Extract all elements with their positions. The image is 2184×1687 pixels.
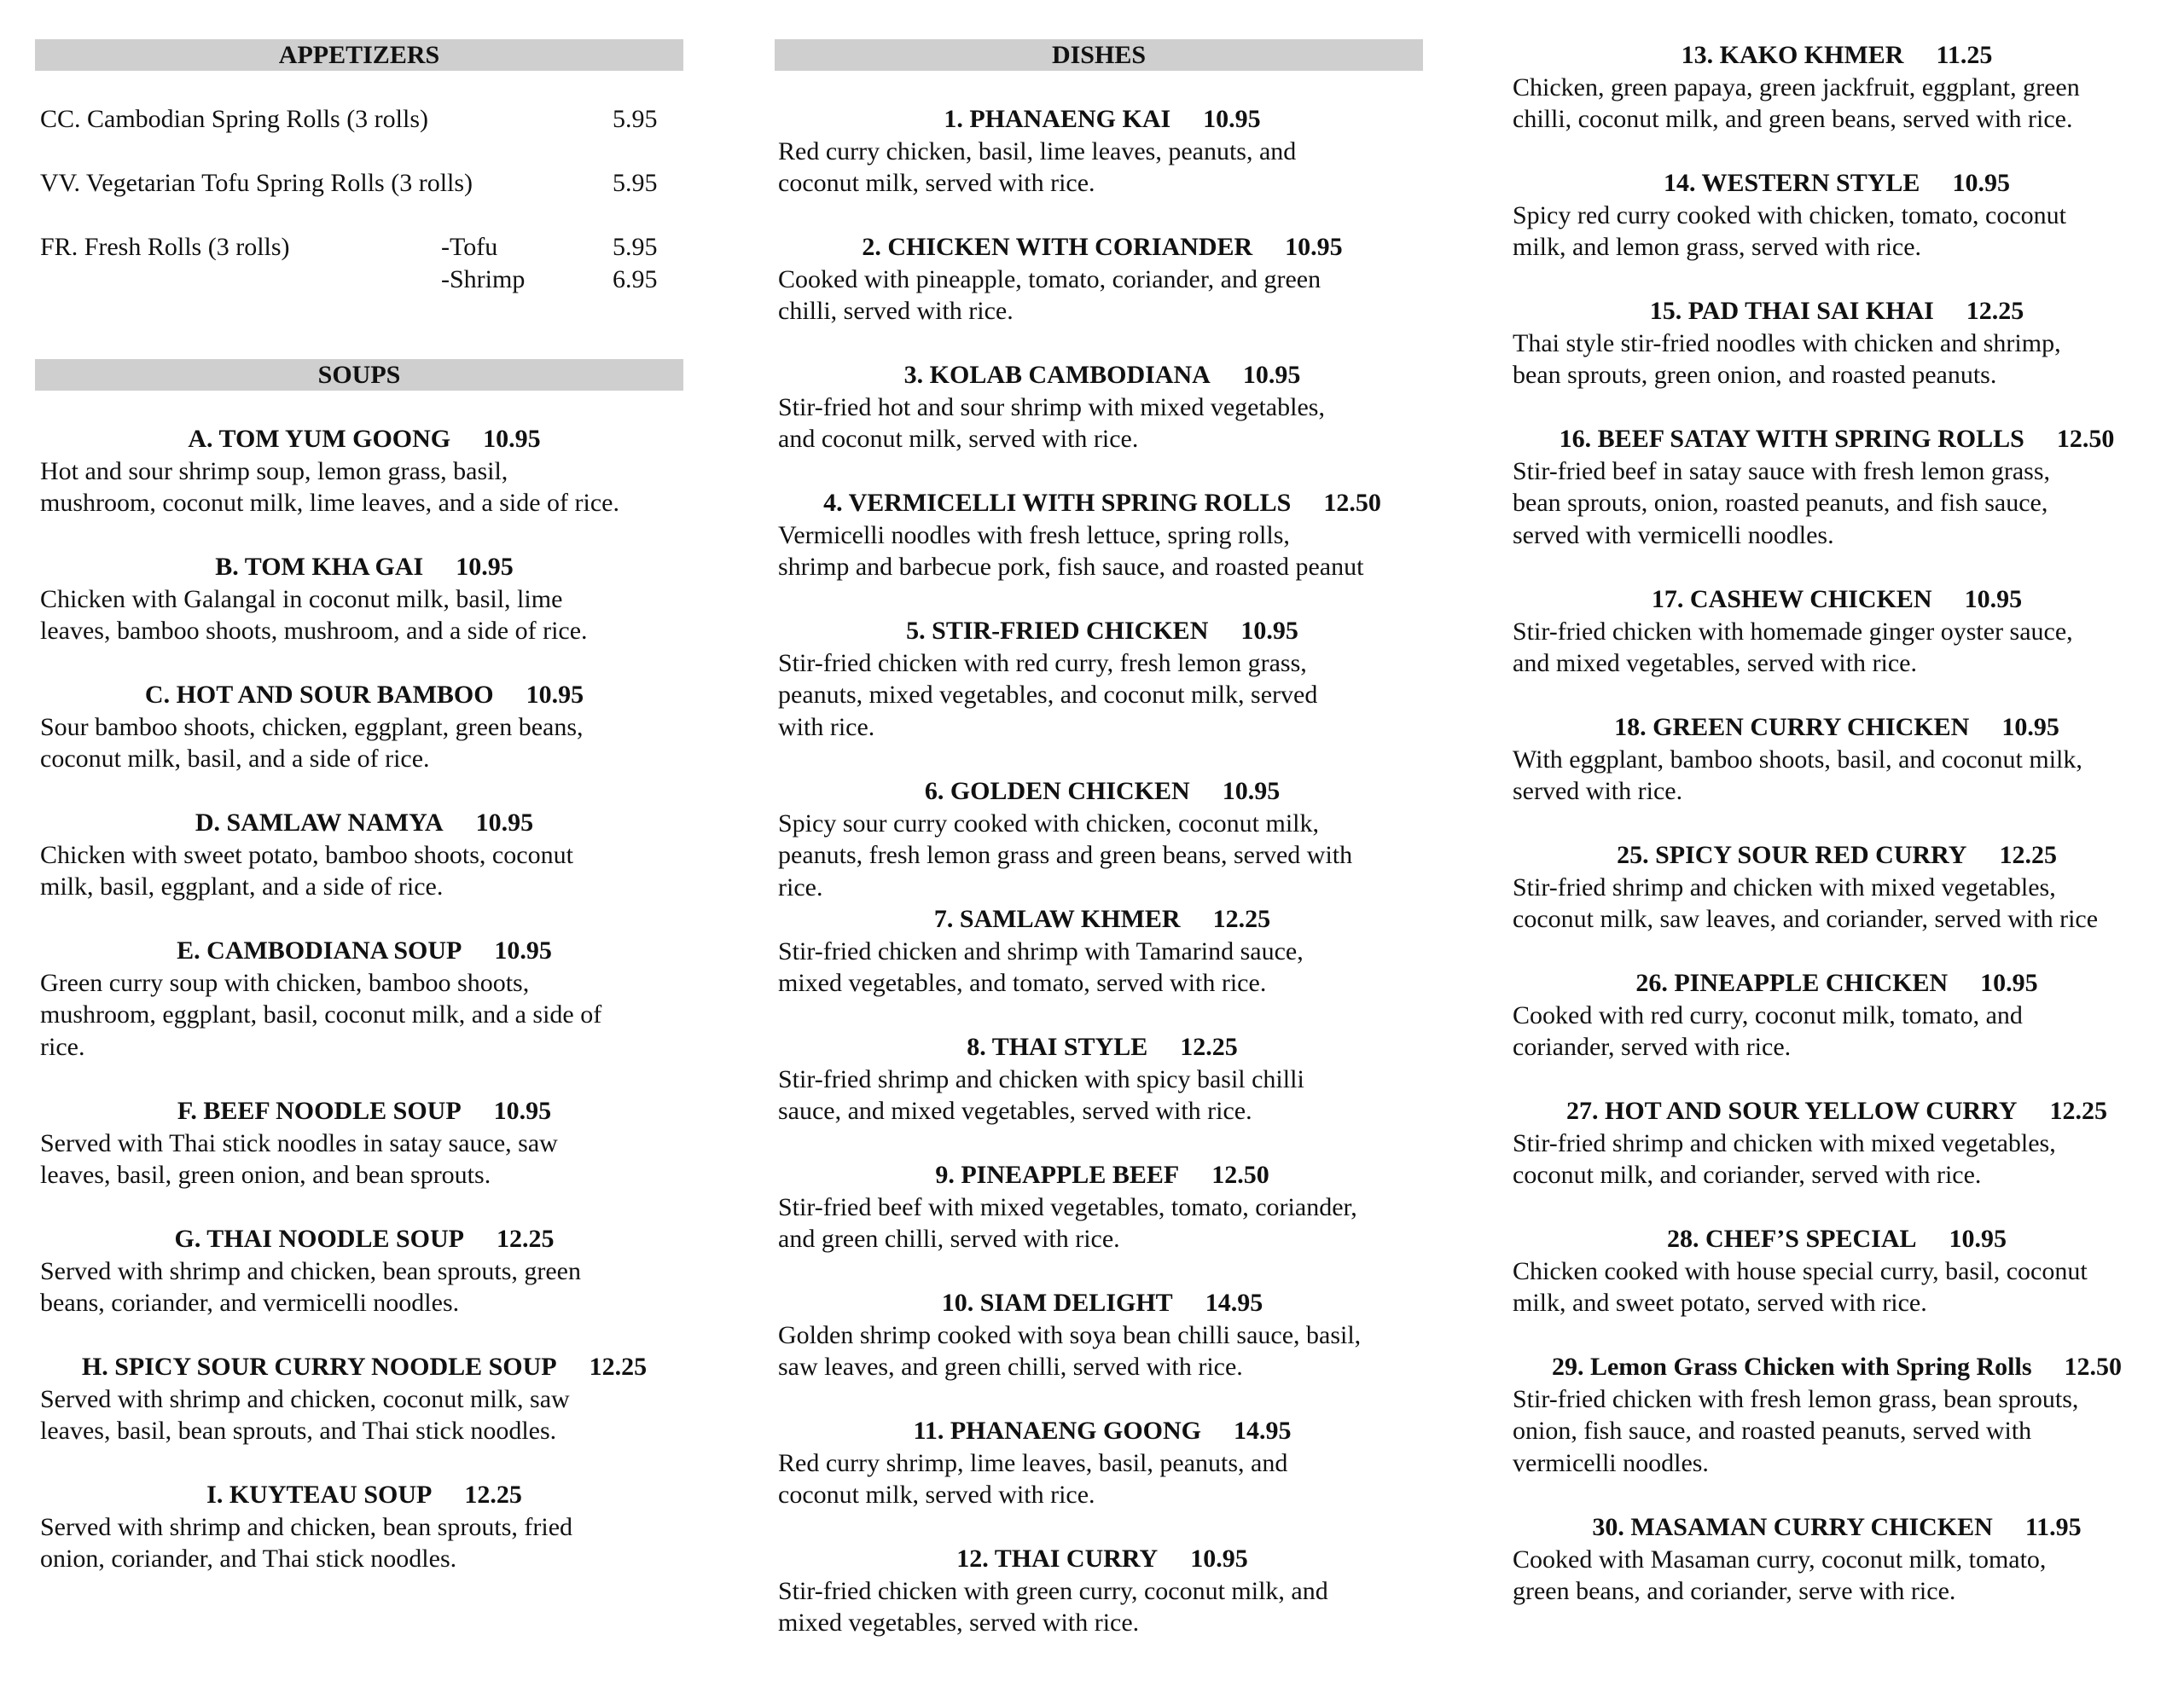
menu-item-title: [40, 551, 688, 583]
appetizer-name: VV. Vegetarian Tofu Spring Rolls (3 rolls): [40, 169, 473, 197]
menu-item-price: 11.95: [2024, 1513, 2082, 1541]
menu-item: [1513, 1095, 2161, 1191]
menu-item-name: 12. THAI CURRY: [956, 1545, 1159, 1573]
menu-item-name: 30. MASAMAN CURRY CHICKEN: [1592, 1513, 1993, 1541]
appetizer-price: 5.95: [613, 233, 658, 261]
menu-item-name: 16. BEEF SATAY WITH SPRING ROLLS: [1559, 425, 2024, 453]
menu-item-description: Green curry soup with chicken, bamboo shoots, mushroom, eggplant, basil, coconut milk, and a side of rice.: [40, 968, 602, 1061]
menu-item: [1513, 167, 2161, 264]
menu-item-description: Cooked with pineapple, tomato, coriander, and green chilli, served with rice.: [778, 264, 1321, 325]
appetizers-heading: APPETIZERS: [35, 39, 683, 71]
menu-item-name: 25. SPICY SOUR RED CURRY: [1617, 841, 1967, 869]
menu-item: [1513, 839, 2161, 936]
menu-item-price: 12.25: [2049, 1097, 2107, 1125]
menu-item-title: [40, 935, 688, 967]
menu-item-title: [778, 1287, 1426, 1319]
menu-item-description: Vermicelli noodles with fresh lettuce, spring rolls, shrimp and barbecue pork, fish sauce, and roasted peanut: [778, 520, 1364, 581]
menu-item-name: 26. PINEAPPLE CHICKEN: [1635, 969, 1949, 997]
appetizer-item: [40, 231, 680, 264]
menu-item-title: [40, 1479, 688, 1511]
menu-item-title: [1513, 967, 2161, 1000]
menu-item: [778, 359, 1426, 455]
menu-item-description: Stir-fried shrimp and chicken with spicy basil chilli sauce, and mixed vegetables, served with rice.: [778, 1064, 1304, 1125]
menu-item-name: 4. VERMICELLI WITH SPRING ROLLS: [823, 489, 1292, 517]
menu-item-title: [1513, 39, 2161, 72]
appetizer-price: 6.95: [613, 265, 658, 293]
menu-item-price: 14.95: [1234, 1417, 1292, 1445]
menu-item-title: [1513, 295, 2161, 328]
appetizer-name: FR. Fresh Rolls (3 rolls): [40, 233, 290, 261]
menu-item-price: 10.95: [526, 681, 584, 709]
menu-item-name: 2. CHICKEN WITH CORIANDER: [862, 233, 1253, 261]
menu-item-name: 13. KAKO KHMER: [1681, 41, 1904, 69]
menu-item-title: [778, 103, 1426, 136]
menu-item-title: [778, 1031, 1426, 1064]
menu-item-price: 10.95: [494, 936, 552, 965]
menu-item-price: 10.95: [493, 1097, 552, 1125]
menu-item-name: 7. SAMLAW KHMER: [933, 905, 1181, 933]
appetizer-price: 5.95: [613, 105, 658, 133]
menu-item-price: 10.95: [2001, 713, 2059, 741]
menu-item: [40, 1479, 688, 1575]
menu-item-name: 3. KOLAB CAMBODIANA: [903, 361, 1211, 389]
menu-item-description: Chicken cooked with house special curry, basil, coconut milk, and sweet potato, served with rice.: [1513, 1256, 2088, 1317]
menu-item: [1513, 295, 2161, 391]
menu-item-price: 10.95: [1964, 585, 2023, 613]
dishes-heading: DISHES: [775, 39, 1423, 71]
menu-item: [40, 551, 688, 647]
menu-item: [778, 1159, 1426, 1255]
appetizer-item-variant: [40, 264, 680, 296]
menu-item-name: D. SAMLAW NAMYA: [195, 809, 444, 837]
menu-item-price: 10.95: [1242, 361, 1301, 389]
menu-item-title: [778, 359, 1426, 391]
menu-item: [1513, 711, 2161, 808]
menu-item-description: Cooked with Masaman curry, coconut milk, tomato, green beans, and coriander, serve with rice.: [1513, 1545, 2047, 1605]
menu-item-name: F. BEEF NOODLE SOUP: [177, 1097, 462, 1125]
menu-item-description: Served with shrimp and chicken, coconut milk, saw leaves, basil, bean sprouts, and Thai stick noodles.: [40, 1384, 570, 1445]
menu-item-name: 9. PINEAPPLE BEEF: [935, 1161, 1180, 1189]
menu-item-description: Red curry chicken, basil, lime leaves, peanuts, and coconut milk, served with rice.: [778, 136, 1297, 197]
menu-item-description: Chicken with sweet potato, bamboo shoots, coconut milk, basil, eggplant, and a side of rice.: [40, 840, 573, 901]
menu-item-description: Stir-fried shrimp and chicken with mixed vegetables, coconut milk, saw leaves, and coriander, served with rice: [1513, 872, 2099, 933]
menu-item-name: G. THAI NOODLE SOUP: [174, 1225, 464, 1253]
menu-item-price: 10.95: [1190, 1545, 1248, 1573]
menu-item-description: Red curry shrimp, lime leaves, basil, peanuts, and coconut milk, served with rice.: [778, 1448, 1288, 1509]
menu-item-name: 17. CASHEW CHICKEN: [1651, 585, 1932, 613]
menu-item: [778, 1543, 1426, 1639]
menu-item-title: [40, 1223, 688, 1255]
menu-item-title: [778, 615, 1426, 647]
menu-item-description: Stir-fried beef in satay sauce with fresh lemon grass, bean sprouts, onion, roasted peanuts, and fish sauce, served with vermicelli noodles.: [1513, 456, 2051, 549]
menu-item-price: 10.95: [1952, 169, 2010, 197]
menu-item-title: [1513, 1511, 2161, 1544]
menu-item: [778, 231, 1426, 328]
menu-item-description: Hot and sour shrimp soup, lemon grass, basil, mushroom, coconut milk, lime leaves, and a side of rice.: [40, 456, 619, 517]
menu-item: [40, 679, 688, 775]
menu-item-price: 10.95: [456, 553, 514, 581]
menu-item-name: 1. PHANAENG KAI: [944, 105, 1171, 133]
menu-item-description: Chicken with Galangal in coconut milk, basil, lime leaves, bamboo shoots, mushroom, and a side of rice.: [40, 584, 588, 645]
menu-item-title: [1513, 167, 2161, 200]
menu-item-price: 12.25: [1999, 841, 2057, 869]
menu-item-name: 15. PAD THAI SAI KHAI: [1649, 297, 1934, 325]
appetizer-option: -Shrimp: [441, 265, 526, 293]
appetizer-item: [40, 103, 680, 136]
menu-item-price: 10.95: [475, 809, 534, 837]
menu-item-title: [778, 775, 1426, 808]
menu-item-title: [40, 679, 688, 711]
menu-item-price: 12.50: [2056, 425, 2115, 453]
menu-item-price: 12.50: [1323, 489, 1381, 517]
menu-item: [40, 423, 688, 519]
menu-item: [778, 903, 1426, 1000]
menu-item-price: 12.25: [464, 1481, 522, 1509]
menu-item: [778, 487, 1426, 583]
menu-item-name: I. KUYTEAU SOUP: [206, 1481, 433, 1509]
menu-item-title: [1513, 583, 2161, 616]
menu-item-price: 12.50: [1211, 1161, 1269, 1189]
menu-item-name: 18. GREEN CURRY CHICKEN: [1614, 713, 1970, 741]
menu-item: [40, 1095, 688, 1191]
menu-item-title: [40, 1351, 688, 1383]
menu-item-price: 10.95: [1222, 777, 1281, 805]
menu-item-price: 10.95: [483, 425, 541, 453]
menu-item: [1513, 39, 2161, 136]
menu-item: [40, 1351, 688, 1447]
menu-item-description: Golden shrimp cooked with soya bean chilli sauce, basil, saw leaves, and green chilli, served with rice.: [778, 1320, 1362, 1381]
menu-item-name: B. TOM KHA GAI: [215, 553, 424, 581]
menu-item: [778, 1287, 1426, 1383]
menu-item-name: A. TOM YUM GOONG: [188, 425, 451, 453]
appetizer-price: 5.95: [613, 169, 658, 197]
menu-item-description: Stir-fried chicken and shrimp with Tamarind sauce, mixed vegetables, and tomato, served with rice.: [778, 936, 1304, 997]
menu-item-price: 10.95: [1203, 105, 1261, 133]
menu-item-title: [1513, 711, 2161, 744]
menu-item-description: Served with Thai stick noodles in satay sauce, saw leaves, basil, green onion, and bean sprouts.: [40, 1128, 558, 1189]
menu-item-price: 10.95: [1949, 1225, 2007, 1253]
menu-item: [778, 1031, 1426, 1128]
menu-item-title: [778, 487, 1426, 519]
menu-item-price: 12.25: [1966, 297, 2024, 325]
appetizer-name: CC. Cambodian Spring Rolls (3 rolls): [40, 105, 429, 133]
menu-item: [40, 935, 688, 1063]
menu-item-title: [778, 231, 1426, 264]
menu-item-title: [778, 1159, 1426, 1191]
menu-item-title: [1513, 839, 2161, 872]
menu-item: [1513, 1351, 2161, 1479]
menu-item-title: [1513, 423, 2161, 455]
menu-item-title: [778, 1543, 1426, 1575]
menu-item-description: Cooked with red curry, coconut milk, tomato, and coriander, served with rice.: [1513, 1000, 2023, 1061]
menu-item: [778, 775, 1426, 903]
menu-item-name: C. HOT AND SOUR BAMBOO: [144, 681, 494, 709]
menu-item: [40, 807, 688, 903]
menu-item-title: [778, 903, 1426, 936]
menu-item-title: [1513, 1351, 2161, 1383]
menu-item: [778, 1415, 1426, 1511]
menu-item: [1513, 583, 2161, 680]
menu-item-description: Spicy red curry cooked with chicken, tomato, coconut milk, and lemon grass, served with rice.: [1513, 200, 2066, 261]
menu-item-name: 6. GOLDEN CHICKEN: [924, 777, 1190, 805]
menu-item-description: Stir-fried beef with mixed vegetables, tomato, coriander, and green chilli, served with rice.: [778, 1192, 1357, 1253]
menu-item: [778, 615, 1426, 743]
menu-item-description: Served with shrimp and chicken, bean sprouts, green beans, coriander, and vermicelli noodles.: [40, 1256, 581, 1317]
menu-item-description: Spicy sour curry cooked with chicken, coconut milk, peanuts, fresh lemon grass and green beans, served with rice.: [778, 809, 1353, 901]
appetizer-item: [40, 167, 680, 200]
menu-item-description: Stir-fried chicken with green curry, coconut milk, and mixed vegetables, served with rice.: [778, 1576, 1328, 1637]
menu-item-price: 12.25: [1212, 905, 1271, 933]
menu-item-price: 10.95: [1285, 233, 1343, 261]
menu-item-title: [40, 1095, 688, 1128]
menu-item-name: 8. THAI STYLE: [967, 1033, 1148, 1061]
menu-item-title: [778, 1415, 1426, 1447]
menu-item-description: Stir-fried hot and sour shrimp with mixed vegetables, and coconut milk, served with rice.: [778, 392, 1325, 453]
menu-item-price: 12.25: [497, 1225, 555, 1253]
menu-item-name: 10. SIAM DELIGHT: [941, 1289, 1173, 1317]
menu-item-price: 14.95: [1205, 1289, 1263, 1317]
menu-item-description: With eggplant, bamboo shoots, basil, and coconut milk, served with rice.: [1513, 745, 2082, 805]
menu-item-price: 10.95: [1240, 617, 1298, 645]
menu-item-name: 28. CHEF’S SPECIAL: [1666, 1225, 1917, 1253]
menu-item-name: 11. PHANAENG GOONG: [913, 1417, 1201, 1445]
menu-item-description: Thai style stir-fried noodles with chicken and shrimp, bean sprouts, green onion, and roasted peanuts.: [1513, 328, 2061, 389]
soups-heading: SOUPS: [35, 359, 683, 391]
menu-item: [1513, 423, 2161, 551]
menu-item: [778, 103, 1426, 200]
menu-item: [1513, 967, 2161, 1064]
menu-item-title: [40, 807, 688, 839]
menu-item-title: [40, 423, 688, 455]
menu-item-name: 5. STIR-FRIED CHICKEN: [906, 617, 1209, 645]
menu-item-price: 12.25: [1180, 1033, 1238, 1061]
menu-item: [1513, 1223, 2161, 1319]
menu-item-name: H. SPICY SOUR CURRY NOODLE SOUP: [81, 1353, 557, 1381]
menu-item-name: 14. WESTERN STYLE: [1664, 169, 1920, 197]
menu-item: [1513, 1511, 2161, 1608]
menu-item-price: 12.50: [2064, 1353, 2123, 1381]
menu-item-description: Stir-fried chicken with homemade ginger oyster sauce, and mixed vegetables, served with rice.: [1513, 617, 2073, 677]
menu-item-description: Stir-fried chicken with fresh lemon grass, bean sprouts, onion, fish sauce, and roasted peanuts, served with vermicelli noodles.: [1513, 1384, 2079, 1477]
menu-item-description: Stir-fried chicken with red curry, fresh lemon grass, peanuts, mixed vegetables, and coconut milk, served with rice.: [778, 648, 1318, 741]
menu-item-description: Stir-fried shrimp and chicken with mixed vegetables, coconut milk, and coriander, served with rice.: [1513, 1128, 2056, 1189]
appetizer-option: -Tofu: [441, 233, 498, 261]
menu-item-name: 27. HOT AND SOUR YELLOW CURRY: [1566, 1097, 2018, 1125]
menu-item-title: [1513, 1223, 2161, 1255]
menu-item-description: Sour bamboo shoots, chicken, eggplant, green beans, coconut milk, basil, and a side of rice.: [40, 712, 584, 773]
menu-item-price: 12.25: [589, 1353, 648, 1381]
menu-item-name: 29. Lemon Grass Chicken with Spring Rolls: [1551, 1353, 2032, 1381]
menu-item-description: Served with shrimp and chicken, bean sprouts, fried onion, coriander, and Thai stick noodles.: [40, 1512, 573, 1573]
menu-item-description: Chicken, green papaya, green jackfruit, eggplant, green chilli, coconut milk, and green beans, served with rice.: [1513, 72, 2080, 133]
menu-item: [40, 1223, 688, 1319]
menu-item-price: 11.25: [1936, 41, 1993, 69]
menu-item-title: [1513, 1095, 2161, 1128]
menu-item-price: 10.95: [1980, 969, 2038, 997]
menu-item-name: E. CAMBODIANA SOUP: [177, 936, 462, 965]
